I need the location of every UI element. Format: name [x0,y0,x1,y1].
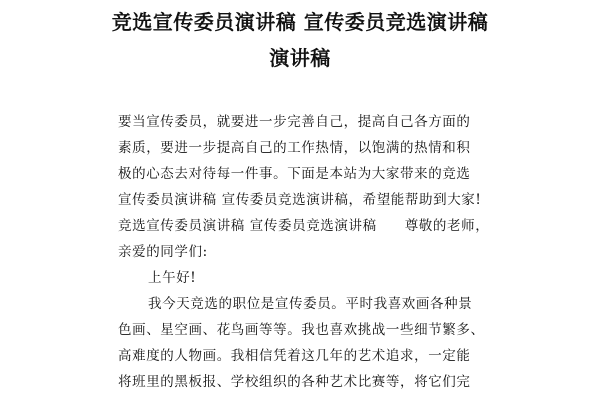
body-line-4: 宣传委员演讲稿 宣传委员竞选演讲稿，希望能帮助到大家! [118,192,482,208]
body-line-3: 极的心态去对待每一件事。下面是本站为大家带来的竞选 [118,166,471,182]
body-line-6: 亲爱的同学们: [118,244,208,260]
document-title-line-1: 竞选宣传委员演讲稿 宣传委员竞选演讲稿 [111,10,489,34]
body-line-2: 素质，要进一步提高自己的工作热情，以饱满的热情和积 [118,140,471,156]
body-line-10: 高难度的人物画。我相信凭着这几年的艺术追求，一定能 [118,348,471,364]
body-line-7: 上午好! [148,270,197,286]
body-line-5-title: 竞选宣传委员演讲稿 宣传委员竞选演讲稿 [118,218,377,234]
body-line-1: 要当宣传委员，就要进一步完善自己，提高自己各方面的 [118,114,471,130]
body-line-8: 我今天竞选的职位是宣传委员。平时我喜欢画各种景 [148,296,473,312]
document-title-line-2: 演讲稿 [269,46,331,70]
document-body [118,109,498,395]
body-line-9: 色画、星空画、花鸟画等等。我也喜欢挑战一些细节繁多、 [118,322,485,338]
body-line-11: 将班里的黑板报、学校组织的各种艺术比赛等，将它们完 [118,374,471,390]
body-line-5 [118,213,498,239]
body-line-5-salutation: 尊敬的老师， [404,218,490,234]
